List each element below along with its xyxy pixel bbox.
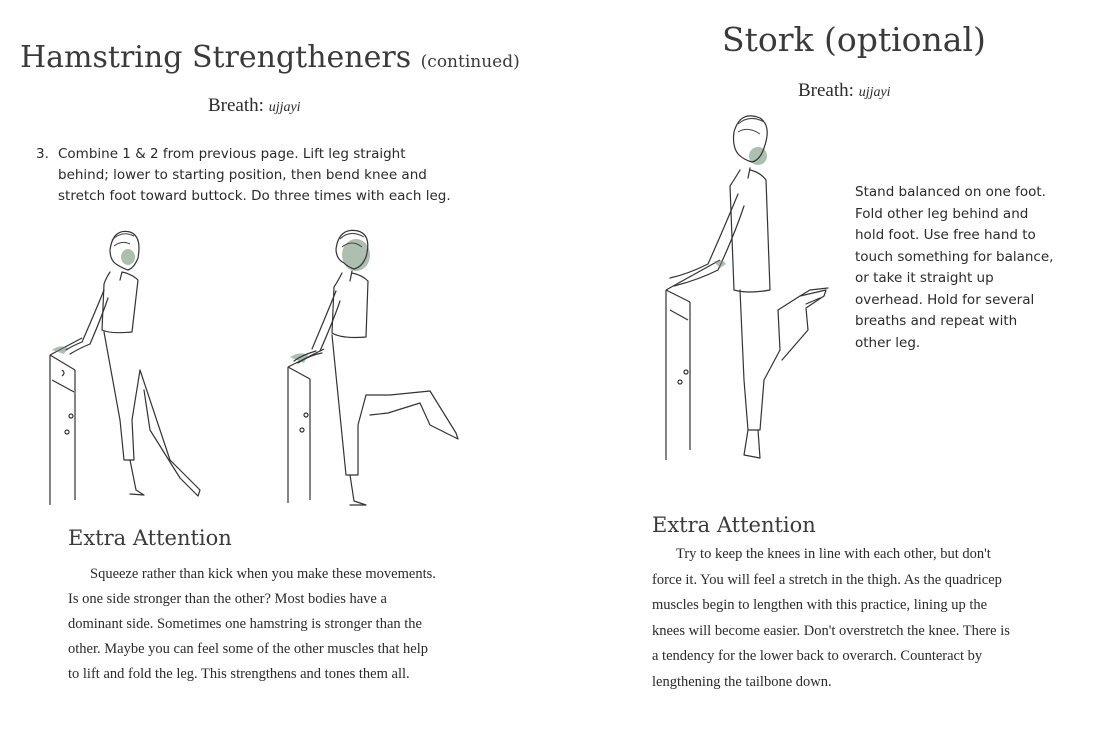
extra-attention-text — [68, 562, 538, 687]
paragraph-line: a tendency for the lower back to overarch. Counteract by — [652, 648, 983, 664]
paragraph-line: Try to keep the knees in line with each other, but don't — [676, 546, 991, 562]
instruction-line: Fold other leg behind and — [855, 205, 1029, 222]
paragraph-line: to lift and fold the leg. This strengthens and tones them all. — [68, 666, 410, 682]
extra-attention-text — [652, 542, 1092, 695]
paragraph-line: lengthening the tailbone down. — [652, 673, 832, 690]
page-title — [20, 40, 520, 75]
instruction-line: or take it straight up — [855, 270, 994, 286]
illustration-stork-pose — [660, 110, 860, 470]
paragraph-line: dominant side. Sometimes one hamstring is stronger than the — [68, 616, 422, 632]
breath-label: Breath: — [798, 80, 854, 101]
title-suffix: (continued) — [420, 52, 520, 72]
instruction-line: behind; lower to starting position, then bend knee and — [58, 167, 427, 183]
page-title: Stork (optional) — [722, 20, 986, 59]
extra-attention-heading: Extra Attention — [68, 526, 232, 550]
instruction-line: touch something for balance, — [855, 248, 1054, 265]
instruction-line: breaths and repeat with — [855, 313, 1018, 329]
illustration-leg-lift — [40, 220, 220, 510]
paragraph-line: other. Maybe you can feel some of the other muscles that help — [68, 641, 428, 657]
breath-value: ujjayi — [858, 85, 891, 100]
instruction-line: stretch foot toward buttock. Do three times with each leg. — [58, 188, 451, 204]
instruction-number: 3. — [36, 146, 49, 162]
breath-line — [798, 80, 891, 102]
paragraph-line: force it. You will feel a stretch in the thigh. As the quadricep — [652, 571, 1002, 588]
instruction-line: Combine 1 & 2 from previous page. Lift leg straight — [58, 146, 406, 162]
paragraph-line: knees will become easier. Don't overstretch the knee. There is — [652, 622, 1010, 639]
paragraph-line: muscles begin to lengthen with this practice, lining up the — [652, 597, 988, 613]
breath-line — [208, 95, 301, 117]
paragraph-line: Is one side stronger than the other? Most bodies have a — [68, 591, 387, 607]
illustration-knee-bend — [280, 225, 470, 515]
breath-label: Breath: — [208, 95, 264, 116]
instruction-text — [58, 144, 528, 207]
right-page — [550, 0, 1100, 749]
paragraph-line: Squeeze rather than kick when you make these movements. — [90, 566, 436, 582]
breath-value: ujjayi — [268, 100, 301, 115]
title-text: Hamstring Strengtheners — [20, 40, 412, 75]
instruction-line: overhead. Hold for several — [855, 291, 1035, 308]
instruction-line: hold foot. Use free hand to — [855, 227, 1036, 243]
extra-attention-heading: Extra Attention — [652, 513, 816, 537]
instruction-line: other leg. — [855, 334, 921, 351]
instruction-line: Stand balanced on one foot. — [855, 184, 1046, 200]
instruction-text — [855, 182, 1085, 354]
